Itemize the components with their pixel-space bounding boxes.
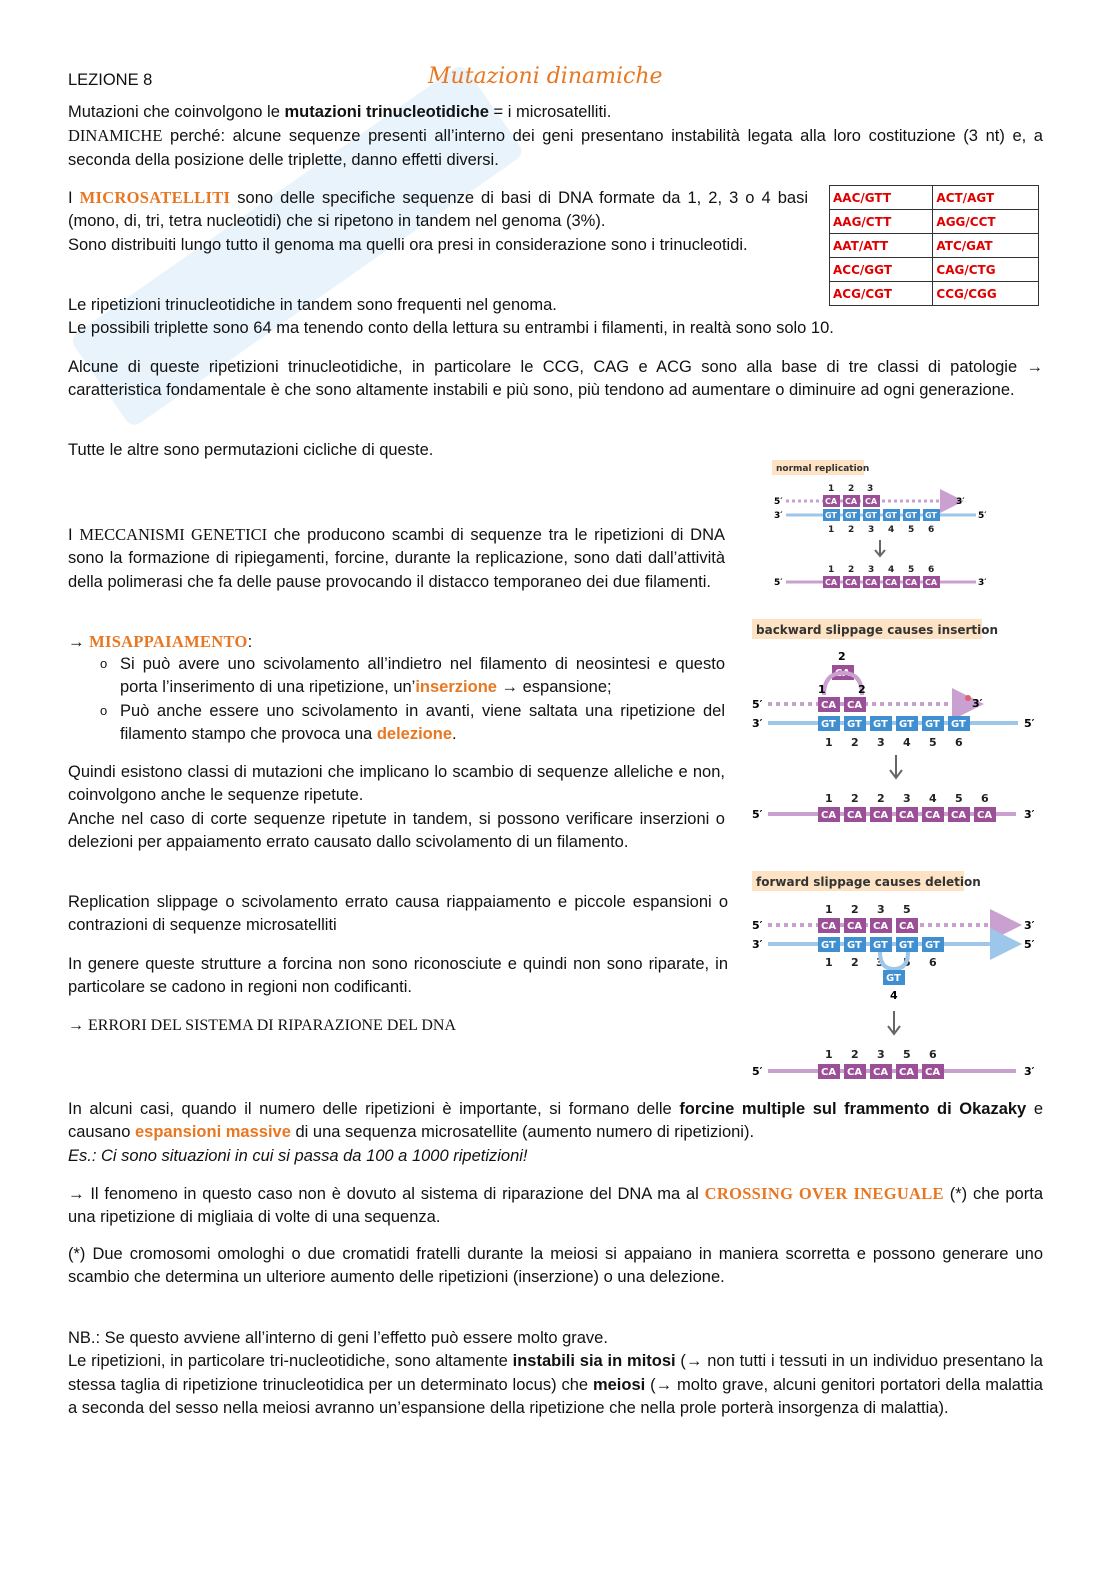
gt-label: GT [873,940,888,951]
intro-paragraph [68,101,1043,172]
repeat-number: 4 [903,736,911,749]
triplets-paragraph [68,294,1043,341]
repeat-number: 2 [851,792,859,805]
text: → espansione; [496,678,612,697]
classes-paragraph [68,761,725,854]
ca-label: CA [951,810,967,821]
arrow-text: → [68,633,90,651]
table-cell: ACG/CGT [830,282,933,306]
ca-label: CA [835,668,851,679]
text: → Il fenomeno in questo caso non è dovuto al sistema di riparazione del DNA ma al [68,1185,705,1203]
pathology-paragraph: Alcune di queste ripetizioni trinucleotidiche, in particolare le CCG, CAG e ACG sono alla base di tre classi di patologie → caratteristica fondamentale è che sono altamente instabili e più sono, più tendono ad aumentare o diminuire ad ogni generazione. [68,358,1043,400]
bold-term: instabili sia in mitosi [512,1352,676,1371]
slippage-paragraph: Replication slippage o scivolamento errato causa riappaiamento e piccole espansioni o contrazioni di sequenze microsatelliti [68,893,728,935]
okazaky-paragraph [68,1098,1043,1168]
serif-term: MECCANISMI GENETICI [79,525,268,544]
gt-label: GT [925,719,940,730]
repeat-number: 2 [851,956,859,969]
repeat-number: 1 [828,565,835,575]
text: Mutazioni che coinvolgono le [68,103,285,121]
repeat-number: 4 [888,565,895,575]
ca-label: CA [825,497,838,506]
misappaiamento-term: MISAPPAIAMENTO [89,632,248,651]
table-cell: AGG/CCT [933,210,1039,234]
backward-slippage-label: backward slippage causes insertion [756,623,999,637]
text: perché: alcune sequenze presenti all’interno dei geni presentano instabilità legata alla loro costituzione (3 nt) e, a seconda della posizione delle triplette, danno effetti diversi. [68,127,1043,169]
text: (→ non tutti i tessuti in un individuo presentano la stessa taglia di ripetizione trinucleotidica per un determinato locus) che [68,1352,1043,1394]
gt-label: GT [845,511,857,520]
ca-label: CA [821,700,837,711]
bold-term: meiosi [592,1375,646,1394]
text: . [452,725,457,744]
five-prime-label: 5′ [1024,717,1035,730]
permutations-paragraph: Tutte le altre sono permutazioni cicliche di queste. [68,441,434,459]
three-prime-label: 3′ [774,511,783,521]
ca-label: CA [905,578,918,587]
repeat-number: 6 [981,792,989,805]
five-prime-label: 5′ [752,808,763,821]
repeat-number: 6 [929,956,937,969]
repeat-number: 2 [851,736,859,749]
repeat-number: 2 [848,565,855,575]
down-arrow-icon [888,1011,900,1034]
repeat-number: 3 [867,484,874,494]
repeat-number: 2 [851,903,859,916]
crossing-over-paragraph [68,1182,1043,1230]
text: Le ripetizioni trinucleotidiche in tandem sono frequenti nel genoma. [68,296,557,314]
down-arrow-icon [890,755,902,778]
footnote-paragraph: (*) Due cromosomi omologhi o due cromatidi fratelli durante la meiosi si appaiano in maniera scorretta e possono generare uno scambio che determina un ulteriore aumento delle ripetizioni (inserzione) o una delezione. [68,1245,1043,1287]
gt-label: GT [865,511,877,520]
mechanisms-paragraph [68,523,725,594]
five-prime-label: 5′ [752,698,763,711]
repeat-number: 6 [928,565,935,575]
ca-label: CA [977,810,993,821]
bold-term: forcine multiple sul frammento di Okazaky [679,1100,1027,1118]
repeat-number: 5 [929,736,937,749]
repeat-number: 3 [877,903,885,916]
text: e causano [68,1100,1043,1142]
three-prime-label: 3′ [1024,808,1035,821]
repeat-number: 4 [890,989,898,1002]
misappaiamento-heading [68,630,252,654]
text: Anche nel caso di corte sequenze ripetute in tandem, si possono verificare inserzioni o delezioni per appaiamento errato causato dallo scivolamento di un filamento. [68,809,725,851]
ca-label: CA [873,810,889,821]
repeat-number: 5 [908,525,915,535]
three-prime-label: 3′ [1024,919,1035,932]
ca-label: CA [873,1067,889,1078]
table-row [830,234,1039,258]
repeat-number: 1 [828,484,835,494]
repeat-number: 1 [825,1048,833,1061]
bullet-marker: o [100,656,108,671]
table-row [830,186,1039,210]
slippage-figure [748,455,1048,1085]
repeat-number: 2 [848,525,855,535]
table-cell: ACC/GGT [830,258,933,282]
list-item [120,700,725,747]
ca-label: CA [873,921,889,932]
ca-label: CA [865,578,878,587]
lesson-number: LEZIONE 8 [68,71,153,89]
repeat-number: 5 [955,792,963,805]
repeat-number: 4 [888,525,895,535]
gt-label: GT [825,511,837,520]
list-item [120,653,725,700]
crossing-over-term: CROSSING OVER INEGUALE [704,1184,944,1203]
microsatelliti-term: MICROSATELLITI [79,188,231,207]
five-prime-label: 5′ [978,511,987,521]
repeat-number: 2 [851,1048,859,1061]
repeat-number: 1 [825,903,833,916]
repeat-number: 6 [928,525,935,535]
three-prime-label: 3′ [956,497,965,507]
hairpin-paragraph: In genere queste strutture a forcina non sono riconosciute e quindi non sono riparate, in particolare se cadono in regioni non codificanti. [68,955,728,997]
ca-label: CA [925,1067,941,1078]
down-arrow-icon [875,540,885,556]
ca-label: CA [925,810,941,821]
repeat-number: 3 [903,792,911,805]
repeat-number: 5 [903,1048,911,1061]
ca-label: CA [899,1067,915,1078]
gt-label: GT [847,940,862,951]
table-row [830,258,1039,282]
inserzione-term: inserzione [415,678,497,697]
table-cell: ATC/GAT [933,234,1039,258]
text: Sono distribuiti lungo tutto il genoma ma quelli ora presi in considerazione sono i trinucleotidi. [68,235,748,254]
text: I [68,526,80,544]
nb-paragraph [68,1327,1043,1420]
gt-label: GT [905,511,917,520]
three-prime-label: 3′ [752,717,763,730]
gt-label: GT [847,719,862,730]
text: : [247,633,253,651]
gt-label: GT [821,719,836,730]
text: Le possibili triplette sono 64 ma tenendo conto della lettura su entrambi i filamenti, in realtà sono solo 10. [68,319,834,338]
gt-label: GT [925,511,937,520]
repeat-number: 5 [903,903,911,916]
repeat-number: 2 [858,683,866,696]
three-prime-label: 3′ [752,938,763,951]
repeat-number: 1 [825,736,833,749]
ca-label: CA [847,921,863,932]
ca-label: CA [821,921,837,932]
text: Le ripetizioni, in particolare tri-nucleotidiche, sono altamente [68,1352,513,1371]
five-prime-label: 5′ [774,578,783,588]
text: (*) che porta una ripetizione di migliaia di volte di una sequenza. [68,1185,1043,1227]
three-prime-label: 3′ [1024,1065,1035,1078]
gt-label: GT [886,973,901,984]
gt-label: GT [899,940,914,951]
ca-label: CA [847,700,863,711]
ca-label: CA [885,578,898,587]
repeat-number: 3 [868,565,875,575]
serif-term: DINAMICHE [68,126,163,146]
repeat-number: 1 [828,525,835,535]
ca-label: CA [899,810,915,821]
text: I [68,189,80,207]
ca-label: CA [825,578,838,587]
repeat-number: 1 [818,683,826,696]
text: di una sequenza microsatellite (aumento numero di ripetizioni). [290,1123,755,1142]
text: = i microsatelliti. [488,103,612,121]
five-prime-label: 5′ [752,1065,763,1078]
ca-label: CA [845,497,858,506]
text: In alcuni casi, quando il numero delle ripetizioni è importante, si formano delle [68,1100,680,1118]
repeat-number: 6 [955,736,963,749]
ca-label: CA [821,810,837,821]
repeat-number: 5 [908,565,915,575]
ca-label: CA [865,497,878,506]
table-cell: AAC/GTT [830,186,933,210]
repeat-number: 3 [877,736,885,749]
gt-label: GT [873,719,888,730]
delezione-term: delezione [376,725,453,744]
three-prime-label: 3′ [972,697,983,710]
table-cell: CCG/CGG [933,282,1039,306]
page-title: Mutazioni dinamiche [428,64,663,89]
espansioni-term: espansioni massive [134,1123,291,1142]
text: NB.: Se questo avviene all’interno di geni l’effetto può essere molto grave. [68,1329,608,1347]
repeat-number: 1 [825,956,833,969]
repair-errors-line: → ERRORI DEL SISTEMA DI RIPARAZIONE DEL DNA [68,1017,456,1034]
gt-label: GT [899,719,914,730]
ca-label: CA [925,578,938,587]
text: Può anche essere uno scivolamento in avanti, viene saltata una ripetizione del filamento stampo che provoca una [120,702,725,744]
text: Quindi esistono classi di mutazioni che implicano lo scambio di sequenze alleliche e non, coinvolgono anche le sequenze ripetute. [68,763,725,805]
repeat-number: 6 [929,1048,937,1061]
text: che producono scambi di sequenze tra le ripetizioni di DNA sono la formazione di ripiegamenti, forcine, durante la replicazione, sono dati dall’attività della polimerasi che fa delle pause provocando il distacco temporaneo dei due filamenti. [68,526,725,591]
five-prime-label: 5′ [1024,938,1035,951]
three-prime-label: 3′ [978,578,987,588]
repeat-number: 3 [868,525,875,535]
example-text: Es.: Ci sono situazioni in cui si passa da 100 a 1000 ripetizioni! [68,1146,528,1165]
table-cell: AAG/CTT [830,210,933,234]
bullet-marker: o [100,703,108,718]
table-cell: AAT/ATT [830,234,933,258]
gt-label: GT [925,940,940,951]
ca-label: CA [847,1067,863,1078]
forward-slippage-label: forward slippage causes deletion [756,875,981,889]
five-prime-label: 5′ [774,497,783,507]
ca-label: CA [899,921,915,932]
polymerase-dot-icon [965,695,971,701]
repeat-number: 1 [825,792,833,805]
text: (→ molto grave, alcuni genitori portatori della malattia a seconda del sesso nella meiosi avranno un’espansione della ripetizione che nella prole porterà insorgenza di malattia). [68,1375,1043,1417]
text: sono delle specifiche sequenze di basi di DNA formate da 1, 2, 3 o 4 basi (mono, di, tri, tetra nucleotidi) che si ripetono in tandem nel genoma (3%). [68,189,808,231]
gt-label: GT [885,511,897,520]
bold-term: mutazioni trinucleotidiche [284,103,489,121]
repeat-number: 4 [929,792,937,805]
repeat-number: 3 [877,1048,885,1061]
gt-label: GT [821,940,836,951]
ca-label: CA [845,578,858,587]
gt-label: GT [951,719,966,730]
triplet-table [829,185,1039,306]
ca-label: CA [847,810,863,821]
repeat-number: 2 [848,484,855,494]
repeat-number: 5 [903,956,911,969]
ca-label: CA [821,1067,837,1078]
table-row [830,210,1039,234]
repeat-number: 3 [876,956,884,969]
repeat-number: 2 [838,650,846,663]
five-prime-label: 5′ [752,919,763,932]
microsatellites-paragraph [68,186,808,257]
repeat-number: 2 [877,792,885,805]
table-cell: CAG/CTG [933,258,1039,282]
normal-replication-label: normal replication [776,464,870,474]
text: Si può avere uno scivolamento all’indietro nel filamento di neosintesi e questo porta l’inserimento di una ripetizione, un’ [120,655,725,697]
table-cell: ACT/AGT [933,186,1039,210]
